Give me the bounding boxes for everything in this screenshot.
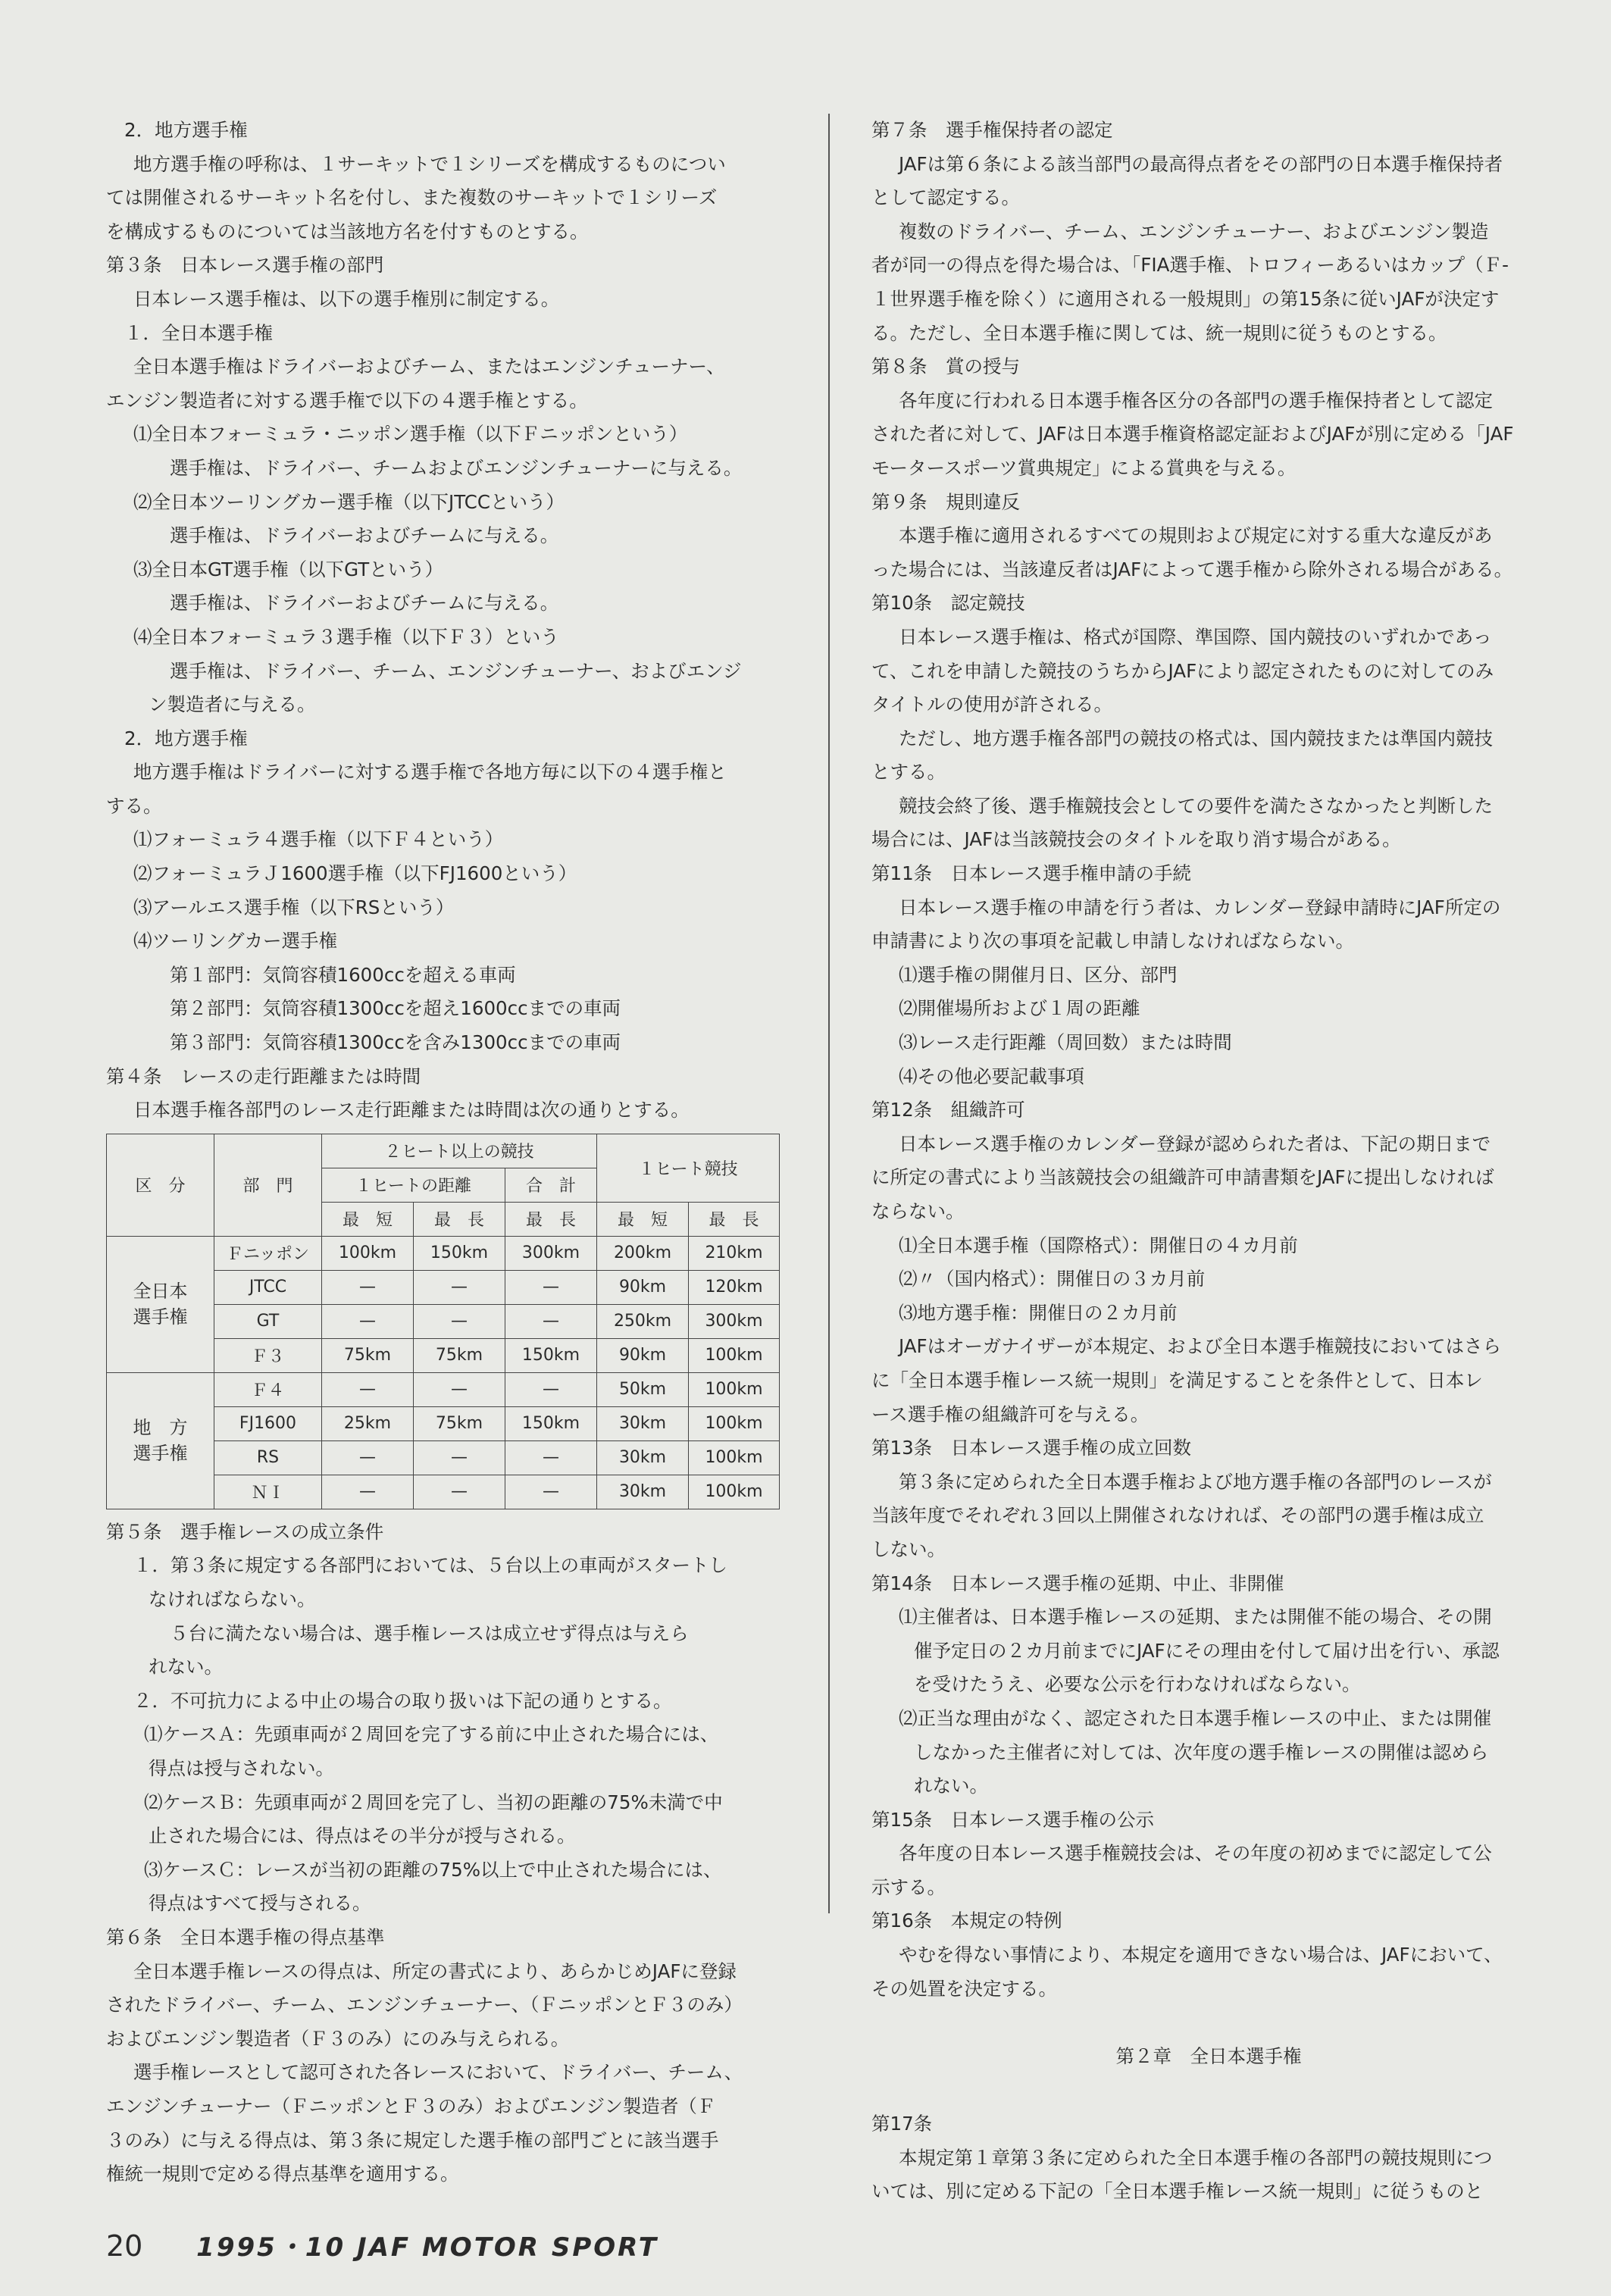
text-line: 2．地方選手権 bbox=[124, 119, 248, 141]
text-line: およびエンジン製造者（Ｆ３のみ）にのみ与えられる。 bbox=[106, 2027, 570, 2050]
text-line: 日本レース選手権の申請を行う者は、カレンダー登録申請時にJAF所定の bbox=[899, 896, 1501, 918]
text-line: ⑶ケースＣ：レースが当初の距離の75%以上で中止された場合には、 bbox=[144, 1858, 722, 1881]
text-line: しない。 bbox=[871, 1537, 946, 1560]
text-line: 申請書により次の事項を記載し申請しなければならない。 bbox=[871, 930, 1354, 952]
text-line: 第11条 日本レース選手権申請の手続 bbox=[871, 862, 1191, 885]
text-line: された者に対して、JAFは日本選手権資格認定証およびJAFが別に定める「JAF bbox=[871, 423, 1514, 446]
table-cell-distance: 300km bbox=[505, 1236, 597, 1270]
page-number: 20 bbox=[106, 2229, 143, 2263]
text-line: ⑵全日本ツーリングカー選手権（以下JTCCという） bbox=[133, 490, 565, 513]
table-header-2heat: ２ヒート以上の競技 bbox=[322, 1134, 597, 1168]
text-line: ⑶全日本GT選手権（以下GTという） bbox=[133, 558, 444, 580]
text-line: 者が同一の得点を得た場合は、「FIA選手権、トロフィーあるいはカップ（Ｆ- bbox=[871, 254, 1509, 277]
table-header-max: 最 長 bbox=[414, 1202, 505, 1236]
text-line: ⑴ケースＡ：先頭車両が２周回を完了する前に中止された場合には、 bbox=[144, 1723, 719, 1746]
table-cell-category: RS bbox=[214, 1440, 322, 1475]
table-cell-distance: 150km bbox=[505, 1338, 597, 1372]
text-line: 得点はすべて授与される。 bbox=[149, 1892, 371, 1915]
text-line: った場合には、当該違反者はJAFによって選手権から除外される場合がある。 bbox=[871, 558, 1513, 580]
text-line: 第３条 日本レース選手権の部門 bbox=[106, 254, 384, 277]
text-line: ならない。 bbox=[871, 1200, 965, 1222]
table-cell-category: ＮＩ bbox=[214, 1475, 322, 1509]
text-line: 日本レース選手権は、格式が国際、準国際、国内競技のいずれかであっ bbox=[899, 625, 1492, 648]
table-cell-distance: 100km bbox=[689, 1406, 780, 1440]
table-cell-distance: 30km bbox=[597, 1406, 689, 1440]
text-line: 得点は授与されない。 bbox=[149, 1756, 334, 1779]
table-cell-distance: — bbox=[414, 1475, 505, 1509]
table-header-max: 最 長 bbox=[505, 1202, 597, 1236]
text-line: る。ただし、全日本選手権に関しては、統一規則に従うものとする。 bbox=[871, 321, 1447, 344]
group-regional: 地 方 選手権 bbox=[107, 1372, 214, 1509]
table-cell-distance: 75km bbox=[414, 1338, 505, 1372]
text-line: 第12条 組織許可 bbox=[871, 1099, 1025, 1121]
table-row bbox=[107, 1372, 780, 1406]
table-cell-category: Ｆニッポン bbox=[214, 1236, 322, 1270]
text-line: 日本レース選手権は、以下の選手権別に制定する。 bbox=[133, 287, 560, 310]
right-column bbox=[871, 114, 1546, 2209]
text-line: 第９条 規則違反 bbox=[871, 490, 1020, 513]
text-line: 選手権は、ドライバー、チーム、エンジンチューナー、およびエンジ bbox=[170, 659, 742, 682]
text-line: 本規定第１章第３条に定められた全日本選手権の各部門の競技規則につ bbox=[899, 2146, 1493, 2169]
text-line: １．全日本選手権 bbox=[124, 321, 273, 344]
text-line: として認定する。 bbox=[871, 186, 1020, 209]
text-line: とする。 bbox=[871, 761, 946, 784]
table-cell-distance: — bbox=[322, 1372, 414, 1406]
text-line: ⑶レース走行距離（周回数）または時間 bbox=[899, 1031, 1232, 1054]
text-line: ⑴選手権の開催月日、区分、部門 bbox=[899, 963, 1178, 986]
table-header-min: 最 短 bbox=[322, 1202, 414, 1236]
text-line: ては開催されるサーキット名を付し、また複数のサーキットで１シリーズ bbox=[106, 186, 718, 209]
race-distance-table bbox=[106, 1134, 780, 1509]
left-column bbox=[106, 114, 780, 2191]
table-cell-distance: — bbox=[414, 1270, 505, 1304]
text-line: ⑶地方選手権：開催日の２カ月前 bbox=[899, 1301, 1178, 1324]
table-header-1heat: １ヒート競技 bbox=[597, 1134, 780, 1202]
text-line: 第３条に定められた全日本選手権および地方選手権の各部門のレースが bbox=[899, 1470, 1492, 1493]
table-cell-distance: 150km bbox=[505, 1406, 597, 1440]
magazine-title: 1995・10 JAF MOTOR SPORT bbox=[196, 2232, 658, 2263]
text-line: 止された場合には、得点はその半分が授与される。 bbox=[149, 1825, 576, 1847]
table-body bbox=[107, 1236, 780, 1509]
table-cell-distance: — bbox=[505, 1270, 597, 1304]
table-cell-distance: 50km bbox=[597, 1372, 689, 1406]
text-line: ⑵ケースＢ：先頭車両が２周回を完了し、当初の距離の75%未満で中 bbox=[144, 1791, 723, 1813]
text-line: 第３部門：気筒容積1300ccを含み1300ccまでの車両 bbox=[170, 1031, 621, 1054]
text-line: 第10条 認定競技 bbox=[871, 592, 1025, 615]
table-cell-distance: 90km bbox=[597, 1338, 689, 1372]
left-text-bottom bbox=[106, 1516, 780, 2191]
text-line: に「全日本選手権レース統一規則」を満足することを条件として、日本レ bbox=[871, 1369, 1483, 1391]
table-header-1heat-distance: １ヒートの距離 bbox=[322, 1168, 505, 1202]
text-line: ン製造者に与える。 bbox=[149, 693, 316, 716]
text-line: れない。 bbox=[149, 1656, 223, 1678]
table-cell-distance: — bbox=[414, 1372, 505, 1406]
text-line: 各年度の日本レース選手権競技会は、その年度の初めまでに認定して公 bbox=[899, 1842, 1492, 1865]
text-line: 第６条 全日本選手権の得点基準 bbox=[106, 1925, 385, 1948]
text-line: 選手権は、ドライバーおよびチームに与える。 bbox=[170, 524, 559, 547]
table-cell-distance: 200km bbox=[597, 1236, 689, 1270]
table-cell-distance: 100km bbox=[689, 1338, 780, 1372]
blank-line bbox=[871, 2073, 1546, 2107]
text-line: ２．不可抗力による中止の場合の取り扱いは下記の通りとする。 bbox=[133, 1689, 672, 1712]
table-cell-distance: 100km bbox=[689, 1475, 780, 1509]
table-header-kubun: 区 分 bbox=[107, 1134, 214, 1236]
table-row bbox=[107, 1236, 780, 1270]
text-line: 日本レース選手権のカレンダー登録が認められた者は、下記の期日まで bbox=[899, 1132, 1491, 1155]
text-line: 場合には、JAFは当該競技会のタイトルを取り消す場合がある。 bbox=[871, 828, 1401, 851]
table-cell-distance: — bbox=[505, 1372, 597, 1406]
text-line: 第14条 日本レース選手権の延期、中止、非開催 bbox=[871, 1572, 1284, 1594]
table-header-bumon: 部 門 bbox=[214, 1134, 322, 1236]
table-cell-distance: — bbox=[505, 1475, 597, 1509]
table-cell-distance: — bbox=[505, 1440, 597, 1475]
table-cell-distance: — bbox=[322, 1304, 414, 1338]
table-cell-distance: — bbox=[322, 1475, 414, 1509]
text-line: て、これを申請した競技のうちからJAFにより認定されたものに対してのみ bbox=[871, 659, 1494, 682]
text-line: 第16条 本規定の特例 bbox=[871, 1910, 1062, 1932]
table-cell-distance: 100km bbox=[689, 1440, 780, 1475]
text-line: 第13条 日本レース選手権の成立回数 bbox=[871, 1437, 1191, 1459]
text-line: エンジンチューナー（ＦニッポンとＦ３のみ）およびエンジン製造者（Ｆ bbox=[106, 2094, 716, 2117]
text-line: いては、別に定める下記の「全日本選手権レース統一規則」に従うものと bbox=[871, 2180, 1484, 2203]
table-cell-distance: 100km bbox=[689, 1372, 780, 1406]
table-cell-distance: 90km bbox=[597, 1270, 689, 1304]
table-cell-distance: 210km bbox=[689, 1236, 780, 1270]
text-line: １世界選手権を除く）に適用される一般規則」の第15条に従いJAFが決定す bbox=[871, 287, 1500, 310]
table-cell-distance: 75km bbox=[322, 1338, 414, 1372]
text-line: ⑷ツーリングカー選手権 bbox=[133, 930, 338, 952]
text-line: ⑴全日本選手権（国際格式）：開催日の４カ月前 bbox=[899, 1234, 1298, 1256]
group-all-japan: 全日本 選手権 bbox=[107, 1236, 214, 1372]
table-cell-distance: 30km bbox=[597, 1440, 689, 1475]
page-footer bbox=[106, 2226, 658, 2263]
text-line: 第７条 選手権保持者の認定 bbox=[871, 119, 1113, 141]
text-line: JAFは第６条による該当部門の最高得点者をその部門の日本選手権保持者 bbox=[899, 152, 1503, 175]
blank-line bbox=[871, 2006, 1546, 2040]
text-line: 地方選手権はドライバーに対する選手権で各地方毎に以下の４選手権と bbox=[133, 761, 727, 784]
text-line: タイトルの使用が許される。 bbox=[871, 693, 1113, 716]
text-line: 第17条 bbox=[871, 2113, 933, 2135]
text-line: 催予定日の２カ月前までにJAFにその理由を付して届け出を行い、承認 bbox=[914, 1639, 1500, 1662]
table-header-min: 最 短 bbox=[597, 1202, 689, 1236]
text-line: 2．地方選手権 bbox=[124, 727, 248, 749]
text-line: 各年度に行われる日本選手権各区分の各部門の選手権保持者として認定 bbox=[899, 389, 1493, 411]
table-cell-distance: 120km bbox=[689, 1270, 780, 1304]
text-line: やむを得ない事情により、本規定を適用できない場合は、JAFにおいて、 bbox=[899, 1944, 1503, 1966]
text-line: JAFはオーガナイザーが本規定、および全日本選手権競技においてはさら bbox=[899, 1335, 1501, 1358]
table-cell-distance: — bbox=[414, 1304, 505, 1338]
text-line: なければならない。 bbox=[149, 1588, 316, 1610]
text-line: 第８条 賞の授与 bbox=[871, 355, 1020, 378]
text-line: その処置を決定する。 bbox=[871, 1977, 1057, 2000]
text-line: 当該年度でそれぞれ３回以上開催されなければ、その部門の選手権は成立 bbox=[871, 1504, 1484, 1527]
text-line: を構成するものについては当該地方名を付すものとする。 bbox=[106, 220, 589, 242]
text-line: 選手権は、ドライバー、チームおよびエンジンチューナーに与える。 bbox=[170, 456, 743, 479]
text-line: 示する。 bbox=[871, 1875, 946, 1898]
text-line: 地方選手権の呼称は、１サーキットで１シリーズを構成するものについ bbox=[133, 152, 726, 175]
text-line: 第２章 全日本選手権 bbox=[1115, 2044, 1302, 2067]
text-line: ⑵開催場所および１周の距離 bbox=[899, 997, 1140, 1020]
table-cell-distance: 100km bbox=[322, 1236, 414, 1270]
text-line: を受けたうえ、必要な公示を行わなければならない。 bbox=[914, 1673, 1361, 1696]
text-line: 第15条 日本レース選手権の公示 bbox=[871, 1808, 1154, 1831]
table-cell-distance: 300km bbox=[689, 1304, 780, 1338]
column-divider bbox=[828, 114, 830, 1913]
table-cell-category: GT bbox=[214, 1304, 322, 1338]
text-line: 複数のドライバー、チーム、エンジンチューナー、およびエンジン製造 bbox=[899, 220, 1489, 242]
table-cell-distance: — bbox=[505, 1304, 597, 1338]
text-line: 第４条 レースの走行距離または時間 bbox=[106, 1065, 421, 1087]
table-header-total: 合 計 bbox=[505, 1168, 597, 1202]
text-line: ⑴全日本フォーミュラ・ニッポン選手権（以下Ｆニッポンという） bbox=[133, 423, 688, 446]
text-line: 全日本選手権はドライバーおよびチーム、またはエンジンチューナー、 bbox=[133, 355, 725, 378]
table-cell-distance: 30km bbox=[597, 1475, 689, 1509]
text-line: 競技会終了後、選手権競技会としての要件を満たさなかったと判断した bbox=[899, 794, 1493, 817]
table-cell-distance: — bbox=[322, 1440, 414, 1475]
text-line: ⑷その他必要記載事項 bbox=[899, 1065, 1084, 1087]
text-line: ース選手権の組織許可を与える。 bbox=[871, 1403, 1150, 1425]
text-line: ⑴主催者は、日本選手権レースの延期、または開催不能の場合、その開 bbox=[899, 1606, 1492, 1628]
table-cell-distance: — bbox=[414, 1440, 505, 1475]
text-line: に所定の書式により当該競技会の組織許可申請書類をJAFに提出しなければ bbox=[871, 1166, 1494, 1189]
text-line: れない。 bbox=[914, 1775, 988, 1797]
text-line: 第５条 選手権レースの成立条件 bbox=[106, 1520, 384, 1543]
table-cell-distance: 150km bbox=[414, 1236, 505, 1270]
table-cell-category: JTCC bbox=[214, 1270, 322, 1304]
text-line: 第２部門：気筒容積1300ccを超え1600ccまでの車両 bbox=[170, 997, 621, 1020]
text-line: 権統一規則で定める得点基準を適用する。 bbox=[106, 2163, 459, 2185]
table-cell-category: Ｆ３ bbox=[214, 1338, 322, 1372]
text-line: 選手権は、ドライバーおよびチームに与える。 bbox=[170, 592, 559, 615]
text-line: ただし、地方選手権各部門の競技の格式は、国内競技または準国内競技 bbox=[899, 727, 1493, 749]
text-line: ⑵〃（国内格式）：開催日の３カ月前 bbox=[899, 1268, 1206, 1290]
table-cell-distance: — bbox=[322, 1270, 414, 1304]
text-line: しなかった主催者に対しては、次年度の選手権レースの開催は認めら bbox=[914, 1741, 1489, 1763]
text-line: ⑴フォーミュラ４選手権（以下Ｆ４という） bbox=[133, 828, 504, 851]
text-line: ５台に満たない場合は、選手権レースは成立せず得点は与えら bbox=[170, 1622, 689, 1644]
table-cell-distance: 250km bbox=[597, 1304, 689, 1338]
text-line: モータースポーツ賞典規定」による賞典を与える。 bbox=[871, 456, 1297, 479]
table-cell-category: Ｆ４ bbox=[214, 1372, 322, 1406]
text-line: １．第３条に規定する各部門においては、５台以上の車両がスタートし bbox=[133, 1554, 727, 1577]
text-line: ３のみ）に与える得点は、第３条に規定した選手権の部門ごとに該当選手 bbox=[106, 2129, 719, 2151]
text-line: ⑶アールエス選手権（以下RSという） bbox=[133, 896, 455, 918]
text-line: する。 bbox=[106, 794, 162, 817]
text-line: 日本選手権各部門のレース走行距離または時間は次の通りとする。 bbox=[133, 1099, 690, 1121]
text-line: 全日本選手権レースの得点は、所定の書式により、あらかじめJAFに登録 bbox=[133, 1960, 737, 1982]
text-line: されたドライバー、チーム、エンジンチューナー、（ＦニッポンとＦ３のみ） bbox=[106, 1994, 743, 2016]
text-line: 選手権レースとして認可された各レースにおいて、ドライバー、チーム、 bbox=[133, 2061, 743, 2084]
text-line: ⑷全日本フォーミュラ３選手権（以下Ｆ３）という bbox=[133, 625, 559, 648]
table-header-max: 最 長 bbox=[689, 1202, 780, 1236]
text-line: エンジン製造者に対する選手権で以下の４選手権とする。 bbox=[106, 389, 588, 411]
left-text-top bbox=[106, 114, 780, 1128]
table-cell-distance: 75km bbox=[414, 1406, 505, 1440]
table-cell-category: FJ1600 bbox=[214, 1406, 322, 1440]
text-line: 本選手権に適用されるすべての規則および規定に対する重大な違反があ bbox=[899, 524, 1493, 547]
table-cell-distance: 25km bbox=[322, 1406, 414, 1440]
text-line: ⑵フォーミュラＪ1600選手権（以下FJ1600という） bbox=[133, 862, 577, 885]
text-line: 第１部門：気筒容積1600ccを超える車両 bbox=[170, 963, 516, 986]
text-line: ⑵正当な理由がなく、認定された日本選手権レースの中止、または開催 bbox=[899, 1706, 1492, 1729]
